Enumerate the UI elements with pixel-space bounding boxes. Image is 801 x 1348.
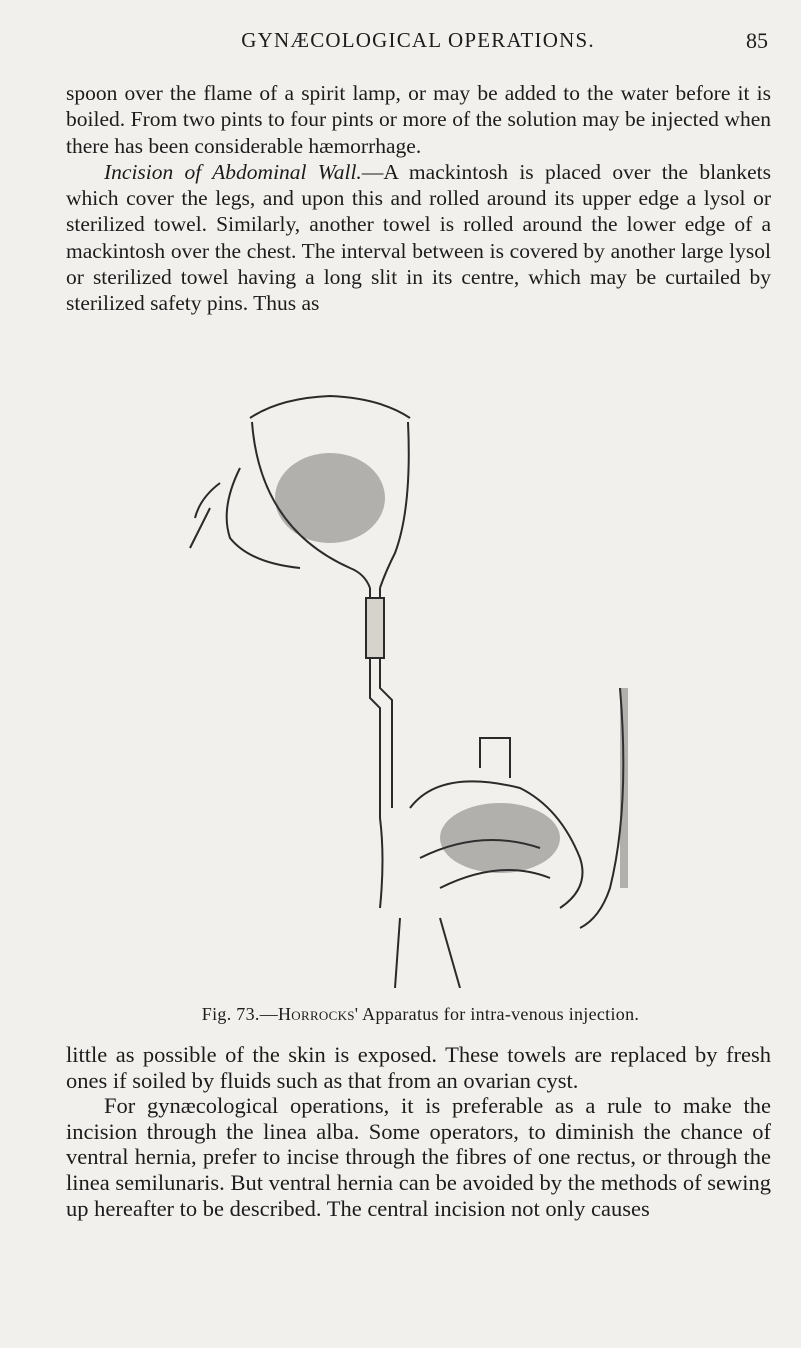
- page-number: 85: [746, 28, 768, 53]
- paragraph-4: For gynæcological operations, it is preferable as a rule to make the incision through the linea alba. Some operators, to diminish the chance of ventral hernia, prefer to incise through the fibres of one rectus, or through the linea semilunaris. But ventral hernia can be avoided by the methods of sewing up hereafter to be described. The central incision not only causes: [66, 1093, 771, 1221]
- figure-caption: [0, 1004, 801, 1025]
- section-heading: Incision of Abdominal Wall.: [104, 159, 362, 184]
- running-head: GYNÆCOLOGICAL OPERATIONS.: [241, 28, 595, 52]
- caption-name: Horrocks': [278, 1004, 359, 1024]
- paragraph-1: spoon over the flame of a spirit lamp, or may be added to the water before it is boiled. From two pints to four pints or more of the solution may be injected when there has been considerable hæmorrhage.: [66, 81, 771, 158]
- paragraph-2: [66, 159, 771, 317]
- figure-illustration: [180, 388, 660, 988]
- vessel-rim: [250, 396, 410, 418]
- page-header: [68, 24, 768, 56]
- cannula: [480, 738, 510, 778]
- tube-clamp: [366, 598, 384, 658]
- bottom-text-block: [66, 1042, 771, 1221]
- paragraph-3: little as possible of the skin is exposed. These towels are replaced by fresh ones if soiled by fluids such as that from an ovarian cyst.: [66, 1042, 771, 1093]
- paragraph-2-body: —A mackintosh is placed over the blankets which cover the legs, and upon this and rolled around its upper edge a lysol or sterilized towel. Similarly, another towel is rolled around the lower edge of a mackintosh over the chest. The interval between is covered by another large lysol or sterilized towel having a long slit in its centre, which may be curtailed by sterilized safety pins. Thus as: [66, 159, 772, 316]
- caption-rest: Apparatus for intra-venous injection.: [358, 1004, 640, 1024]
- top-text-block: [66, 80, 771, 317]
- caption-prefix: Fig. 73.—: [201, 1004, 278, 1024]
